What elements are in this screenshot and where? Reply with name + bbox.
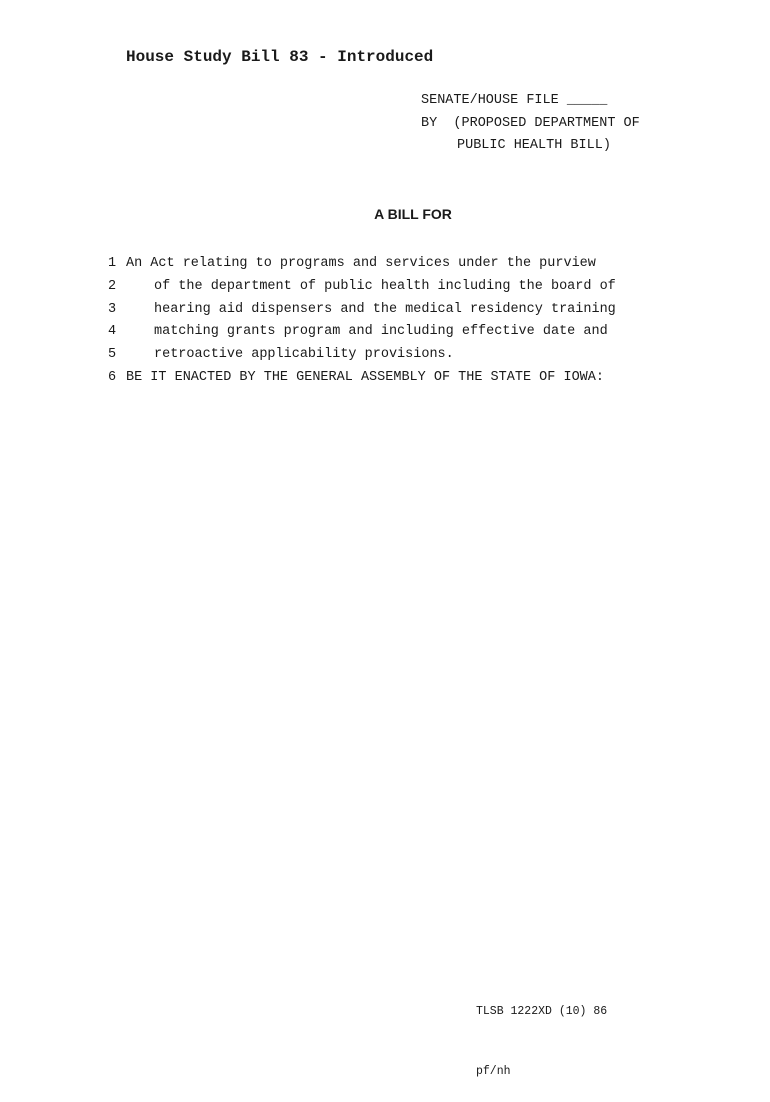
bill-text-lines <box>108 253 616 390</box>
line-number: 4 <box>108 324 117 340</box>
bill-line <box>108 344 454 367</box>
bill-line <box>108 276 616 299</box>
line-text: matching grants program and including effective date and <box>154 324 608 340</box>
file-info-block <box>421 90 640 158</box>
bill-line <box>108 367 604 390</box>
line-number: 5 <box>108 347 117 363</box>
line-text: retroactive applicability provisions. <box>154 347 454 363</box>
document-code: TLSB 1222XD (10) 86 <box>476 1005 608 1018</box>
line-text: BE IT ENACTED BY THE GENERAL ASSEMBLY OF THE STATE OF IOWA: <box>126 369 604 385</box>
bill-line <box>108 299 616 322</box>
bill-for-heading: A BILL FOR <box>374 206 452 222</box>
document-title: House Study Bill 83 - Introduced <box>126 48 434 66</box>
bill-line <box>108 253 596 276</box>
line-text: hearing aid dispensers and the medical residency training <box>154 301 616 317</box>
line-number: 3 <box>108 301 117 317</box>
line-number: 1 <box>108 256 117 271</box>
bill-line <box>108 321 608 344</box>
line-number: 2 <box>108 278 117 294</box>
line-text: An Act relating to programs and services under the purview <box>126 256 596 271</box>
senate-house-file-label: SENATE/HOUSE FILE _____ <box>421 93 608 108</box>
line-text: of the department of public health including the board of <box>154 278 616 294</box>
sponsor-line-continued: PUBLIC HEALTH BILL) <box>457 138 611 153</box>
drafter-initials: pf/nh <box>476 1065 511 1078</box>
sponsor-line: BY (PROPOSED DEPARTMENT OF <box>421 115 640 131</box>
document-footer <box>476 962 607 1102</box>
line-number: 6 <box>108 369 117 385</box>
